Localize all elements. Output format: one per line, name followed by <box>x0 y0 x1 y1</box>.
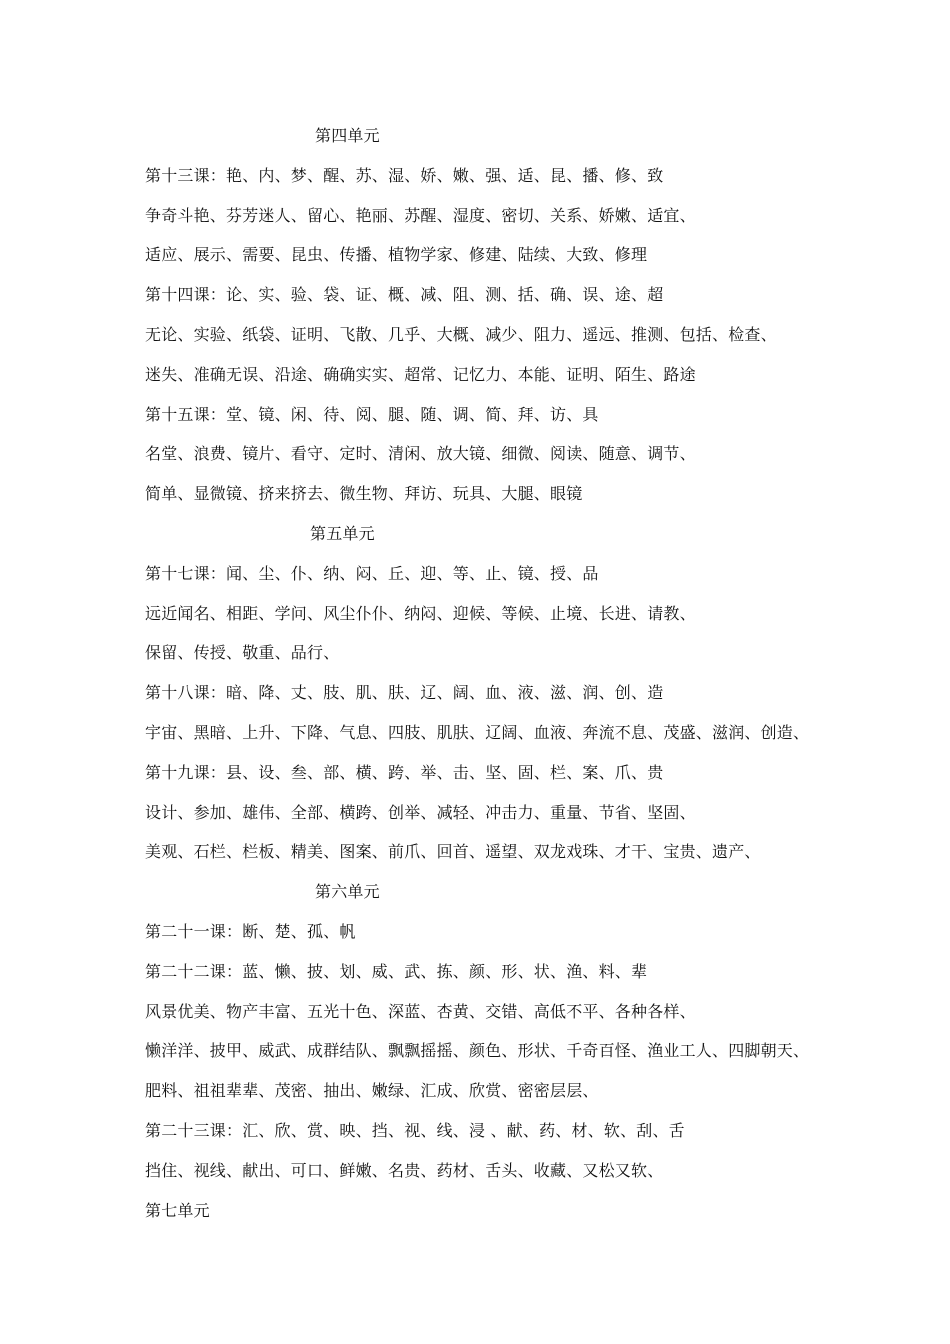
lesson-13-words-1: 争奇斗艳、芬芳迷人、留心、艳丽、苏醒、湿度、密切、关系、娇嫩、适宜、 <box>145 205 696 225</box>
lesson-14-characters: 第十四课：论、实、验、袋、证、概、减、阻、测、括、确、误、途、超 <box>145 285 664 305</box>
unit-4-heading: 第四单元 <box>315 126 380 145</box>
lesson-15-words-1: 名堂、浪费、镜片、看守、定时、清闲、放大镜、细微、阅读、随意、调节、 <box>145 444 696 464</box>
lesson-18-characters: 第十八课：暗、降、丈、肢、肌、肤、辽、阔、血、液、滋、润、创、造 <box>145 683 664 703</box>
lesson-22-words-1: 风景优美、物产丰富、五光十色、深蓝、杏黄、交错、高低不平、各种各样、 <box>145 1001 696 1021</box>
lesson-14-words-2: 迷失、准确无误、沿途、确确实实、超常、记忆力、本能、证明、陌生、路途 <box>145 364 696 384</box>
lesson-22-characters: 第二十二课：蓝、懒、披、划、威、武、拣、颜、形、状、渔、料、辈 <box>145 961 648 981</box>
lesson-17-characters: 第十七课：闻、尘、仆、纳、闷、丘、迎、等、止、镜、授、品 <box>145 563 599 583</box>
document-page <box>145 122 825 1236</box>
lesson-18-words-1: 宇宙、黑暗、上升、下降、气息、四肢、肌肤、辽阔、血液、奔流不息、茂盛、滋润、创造、 <box>145 722 810 742</box>
unit-7-heading: 第七单元 <box>145 1200 210 1220</box>
lesson-15-words-2: 简单、显微镜、挤来挤去、微生物、拜访、玩具、大腿、眼镜 <box>145 484 583 504</box>
lesson-23-characters: 第二十三课：汇、欣、赏、映、挡、视、线、浸 、献、药、材、软、刮、舌 <box>145 1120 685 1140</box>
lesson-13-words-2: 适应、展示、需要、昆虫、传播、植物学家、修建、陆续、大致、修理 <box>145 245 648 265</box>
lesson-17-words-2: 保留、传授、敬重、品行、 <box>145 643 340 663</box>
lesson-22-words-2: 懒洋洋、披甲、威武、成群结队、飘飘摇摇、颜色、形状、千奇百怪、渔业工人、四脚朝天、 <box>145 1041 810 1061</box>
unit-5-heading: 第五单元 <box>310 523 375 543</box>
lesson-17-words-1: 远近闻名、相距、学问、风尘仆仆、纳闷、迎候、等候、止境、长进、请教、 <box>145 603 696 623</box>
lesson-23-words-1: 挡住、视线、献出、可口、鲜嫩、名贵、药材、舌头、收藏、又松又软、 <box>145 1160 664 1180</box>
lesson-15-characters: 第十五课：堂、镜、闲、待、阅、腿、随、调、简、拜、访、具 <box>145 404 599 424</box>
lesson-13-characters: 第十三课：艳、内、梦、醒、苏、湿、娇、嫩、强、适、昆、播、修、致 <box>145 165 664 185</box>
unit-6-heading: 第六单元 <box>315 882 380 902</box>
lesson-19-characters: 第十九课：县、设、叁、部、横、跨、举、击、坚、固、栏、案、爪、贵 <box>145 762 664 782</box>
lesson-22-words-3: 肥料、祖祖辈辈、茂密、抽出、嫩绿、汇成、欣赏、密密层层、 <box>145 1081 599 1101</box>
lesson-14-words-1: 无论、实验、纸袋、证明、飞散、几乎、大概、减少、阻力、遥远、推测、包括、检查、 <box>145 324 777 344</box>
lesson-19-words-2: 美观、石栏、栏板、精美、图案、前爪、回首、遥望、双龙戏珠、才干、宝贵、遗产、 <box>145 842 761 862</box>
lesson-19-words-1: 设计、参加、雄伟、全部、横跨、创举、减轻、冲击力、重量、节省、坚固、 <box>145 802 696 822</box>
lesson-21-characters: 第二十一课：断、楚、孤、帆 <box>145 921 356 941</box>
